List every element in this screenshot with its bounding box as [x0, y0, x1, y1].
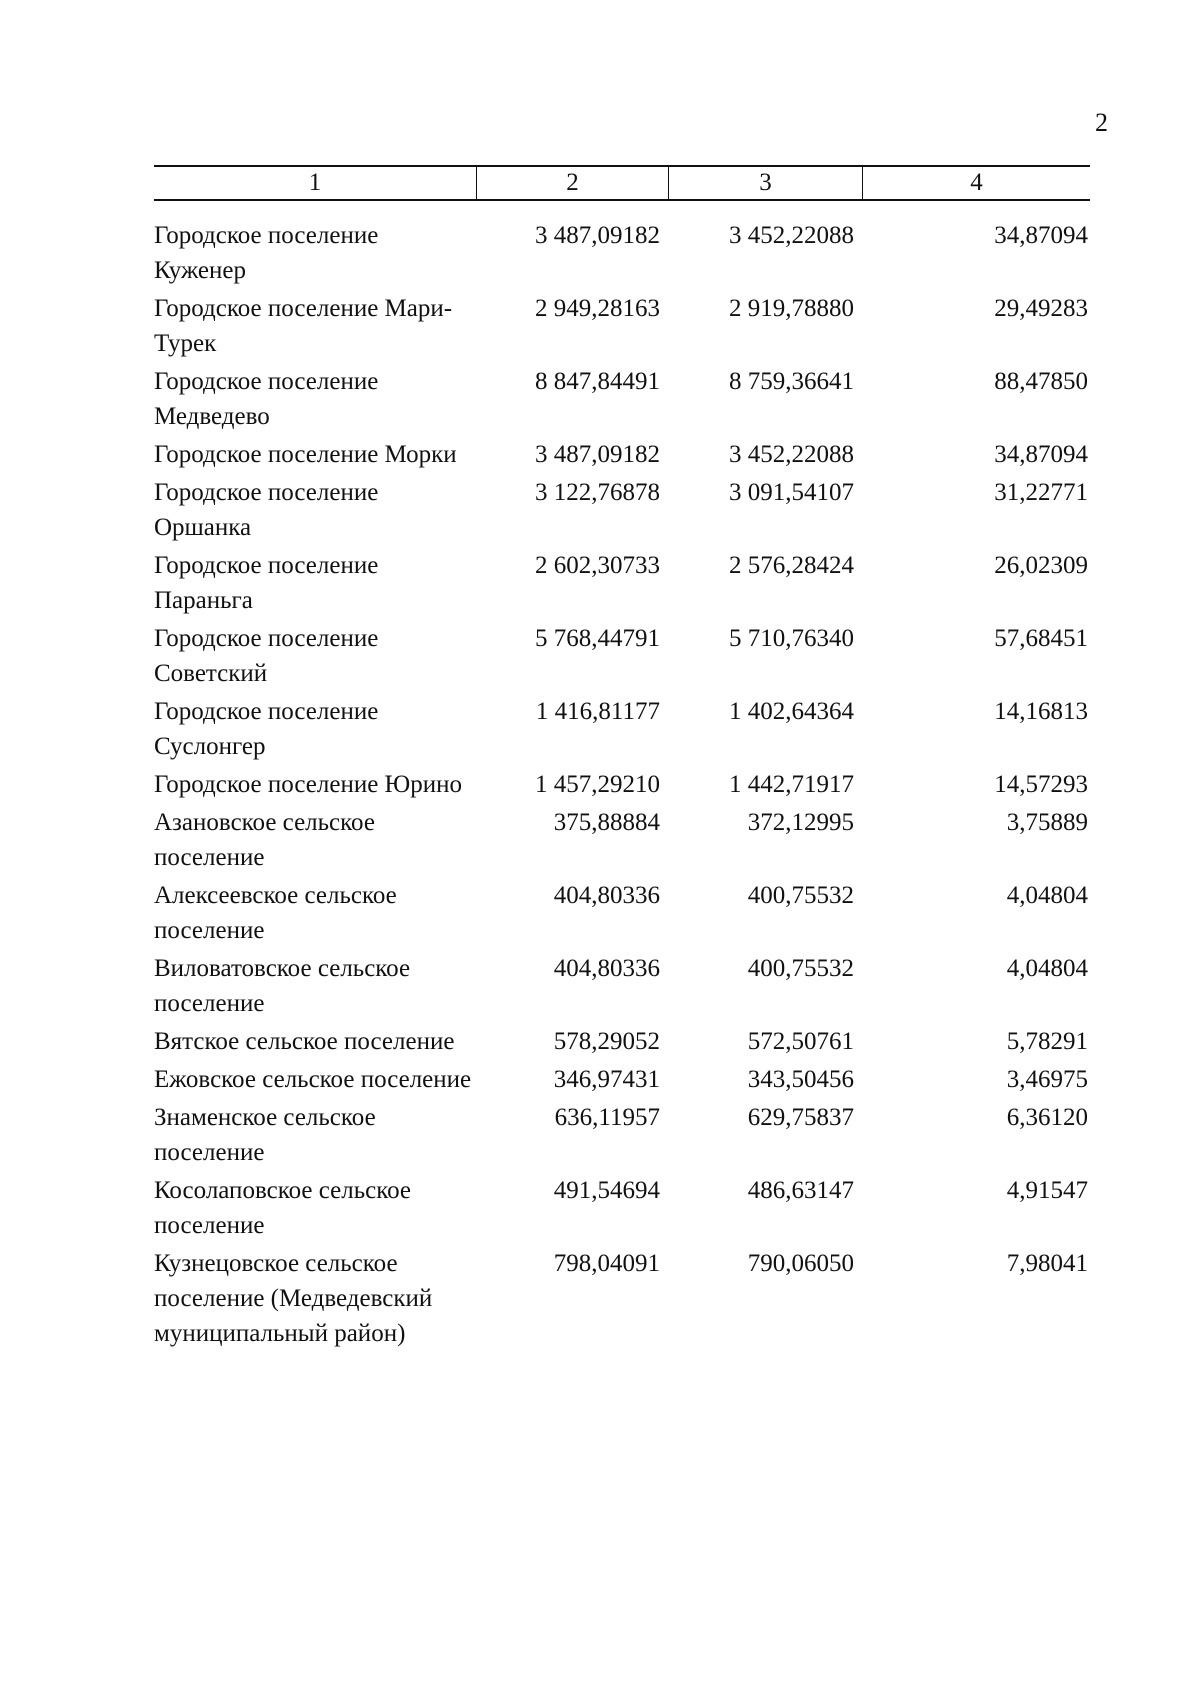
table-row	[154, 878, 1090, 948]
column-2-value: 798,04091	[553, 1250, 660, 1277]
table-header-row	[154, 165, 1090, 201]
column-4-value: 88,47850	[994, 368, 1088, 395]
column-3-value: 486,63147	[747, 1177, 854, 1204]
column-3-value: 2 919,78880	[729, 295, 854, 322]
settlement-name-cell: Алексеевское сельское поселение	[154, 882, 397, 944]
settlement-name-cell: Городское поселение Морки	[154, 441, 457, 468]
column-2-value: 491,54694	[553, 1177, 660, 1204]
table-row	[154, 805, 1090, 875]
column-3-value: 3 452,22088	[729, 222, 854, 249]
column-4-value: 4,04804	[1006, 882, 1088, 909]
column-4-value: 14,57293	[994, 771, 1088, 798]
table-row	[154, 364, 1090, 434]
settlement-name-cell: Городское поселение Суслонгер	[154, 698, 379, 760]
settlement-name-cell: Городское поселение Советский	[154, 625, 379, 687]
column-4-value: 34,87094	[994, 222, 1088, 249]
column-3-value: 400,75532	[747, 955, 854, 982]
column-3-value: 629,75837	[747, 1104, 854, 1131]
column-4-value: 34,87094	[994, 441, 1088, 468]
settlement-name-cell: Вятское сельское поселение	[154, 1028, 455, 1055]
table-row	[154, 1173, 1090, 1243]
column-3-value: 1 442,71917	[729, 771, 854, 798]
column-3-value: 372,12995	[747, 809, 854, 836]
settlement-name-cell: Знаменское сельское поселение	[154, 1104, 376, 1166]
table-row	[154, 694, 1090, 764]
column-2-value: 8 847,84491	[535, 368, 660, 395]
table-row	[154, 437, 1090, 472]
column-4-value: 4,04804	[1006, 955, 1088, 982]
column-header-2: 2	[476, 167, 668, 199]
column-4-value: 57,68451	[994, 625, 1088, 652]
column-2-value: 346,97431	[553, 1066, 660, 1093]
column-2-value: 1 457,29210	[535, 771, 660, 798]
column-4-value: 26,02309	[994, 552, 1088, 579]
allocation-table	[154, 165, 1090, 1354]
column-header-4: 4	[862, 167, 1090, 199]
column-header-1: 1	[308, 169, 322, 196]
column-3-value: 3 091,54107	[729, 479, 854, 506]
settlement-name-cell: Виловатовское сельское поселение	[154, 955, 411, 1017]
column-3-value: 2 576,28424	[729, 552, 854, 579]
table-row	[154, 475, 1090, 545]
column-3-value: 8 759,36641	[729, 368, 854, 395]
column-2-value: 1 416,81177	[535, 698, 660, 725]
column-2-value: 636,11957	[554, 1104, 660, 1131]
settlement-name-cell: Городское поселение Мари-Турек	[154, 295, 453, 357]
column-4-value: 14,16813	[994, 698, 1088, 725]
column-2-value: 2 602,30733	[535, 552, 660, 579]
table-body	[154, 201, 1090, 1351]
table-row	[154, 1246, 1090, 1351]
column-4-value: 5,78291	[1006, 1028, 1088, 1055]
table-row	[154, 767, 1090, 802]
table-row	[154, 1100, 1090, 1170]
table-row	[154, 1062, 1090, 1097]
column-4-value: 3,46975	[1006, 1066, 1088, 1093]
column-2-value: 2 949,28163	[535, 295, 660, 322]
column-3-value: 5 710,76340	[729, 625, 854, 652]
column-3-value: 343,50456	[747, 1066, 854, 1093]
table-row	[154, 218, 1090, 288]
column-3-value: 400,75532	[747, 882, 854, 909]
settlement-name-cell: Городское поселение Медведево	[154, 368, 379, 430]
column-2-value: 5 768,44791	[535, 625, 660, 652]
settlement-name-cell: Кузнецовское сельское поселение (Медведевский муниципальный район)	[154, 1250, 433, 1347]
column-2-value: 3 487,09182	[535, 441, 660, 468]
column-3-value: 1 402,64364	[729, 698, 854, 725]
column-2-value: 404,80336	[553, 955, 660, 982]
column-4-value: 29,49283	[994, 295, 1088, 322]
column-2-value: 578,29052	[553, 1028, 660, 1055]
column-2-value: 375,88884	[553, 809, 660, 836]
column-4-value: 6,36120	[1006, 1104, 1088, 1131]
settlement-name-cell: Азановское сельское поселение	[154, 809, 375, 871]
column-2-value: 3 122,76878	[535, 479, 660, 506]
table-row	[154, 548, 1090, 618]
column-2-value: 404,80336	[553, 882, 660, 909]
column-2-value: 3 487,09182	[535, 222, 660, 249]
table-row	[154, 951, 1090, 1021]
column-3-value: 3 452,22088	[729, 441, 854, 468]
table-row	[154, 1024, 1090, 1059]
settlement-name-cell: Ежовское сельское поселение	[154, 1066, 472, 1093]
column-4-value: 31,22771	[994, 479, 1088, 506]
column-3-value: 790,06050	[747, 1250, 854, 1277]
column-4-value: 7,98041	[1006, 1250, 1088, 1277]
table-row	[154, 621, 1090, 691]
column-header-3: 3	[668, 167, 862, 199]
table-row	[154, 291, 1090, 361]
column-3-value: 572,50761	[747, 1028, 854, 1055]
settlement-name-cell: Городское поселение Параньга	[154, 552, 379, 614]
column-4-value: 3,75889	[1006, 809, 1088, 836]
settlement-name-cell: Городское поселение Оршанка	[154, 479, 379, 541]
page-number: 2	[1095, 108, 1108, 137]
settlement-name-cell: Косолаповское сельское поселение	[154, 1177, 411, 1239]
settlement-name-cell: Городское поселение Куженер	[154, 222, 379, 284]
settlement-name-cell: Городское поселение Юрино	[154, 771, 463, 798]
column-4-value: 4,91547	[1006, 1177, 1088, 1204]
